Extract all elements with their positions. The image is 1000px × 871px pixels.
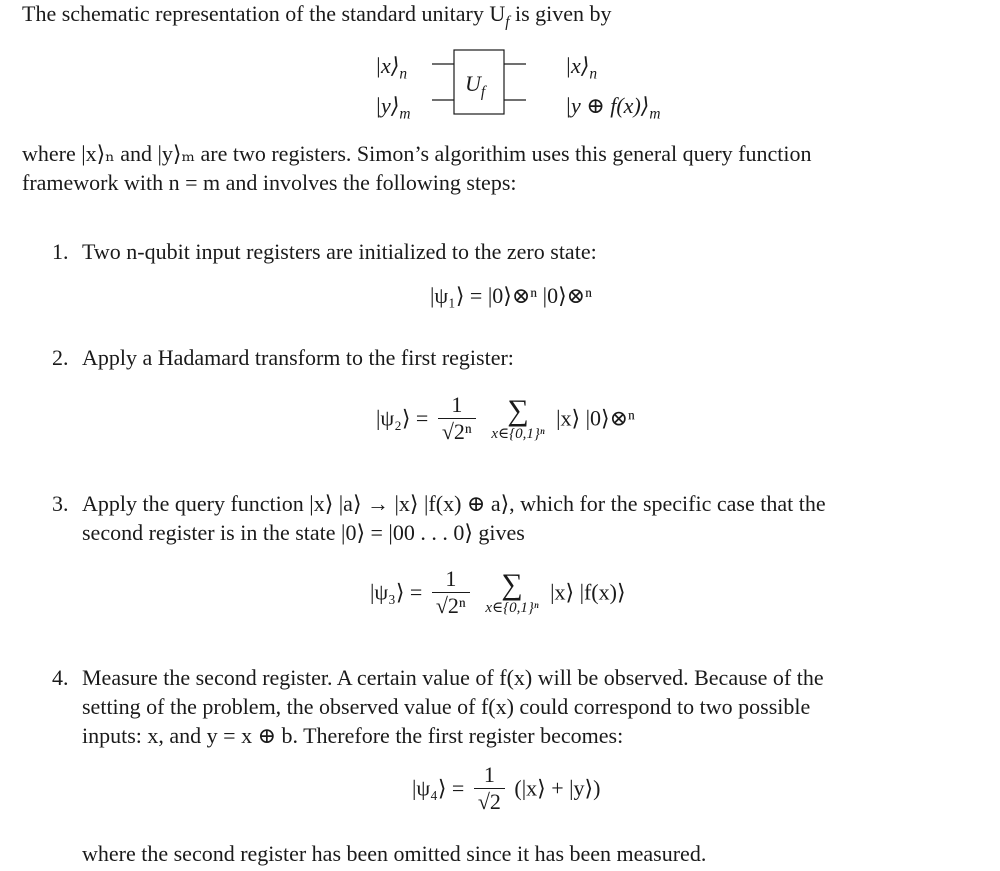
step-4-number: 4. <box>52 665 69 690</box>
step-4-equation <box>412 762 600 815</box>
step-3-number: 3. <box>52 491 69 516</box>
step-3-text-1: Apply the query function |x⟩ |a⟩ → |x⟩ |f(x) ⊕ a⟩, which for the specific case that the <box>82 491 826 516</box>
step-4-text-4: where the second register has been omitted since it has been measured. <box>82 841 707 866</box>
where-line-1: where |x⟩ₙ and |y⟩ₘ are two registers. Simon’s algorithim uses this general query function <box>22 141 812 166</box>
step-3-equation <box>370 566 626 619</box>
step-2-text: Apply a Hadamard transform to the first register: <box>82 345 514 370</box>
step-2-lhs: |ψ₂⟩ = <box>376 405 429 431</box>
step-2-sum-index: x∈{0,1}ⁿ <box>491 425 545 442</box>
step-3-numerator: 1 <box>432 566 470 593</box>
step-4-text-3: inputs: x, and y = x ⊕ b. Therefore the first register becomes: <box>82 723 624 748</box>
intro-text: The schematic representation of the standard unitary U <box>22 1 506 26</box>
sum-symbol: ∑ <box>507 393 529 427</box>
step-4-text-2: setting of the problem, the observed value of f(x) could correspond to two possible <box>82 694 811 719</box>
step-2-fraction <box>438 392 476 445</box>
step-3-text-2: second register is in the state |0⟩ = |00 . . . 0⟩ gives <box>82 520 525 545</box>
step-3-sum <box>485 567 539 616</box>
step-3-rhs: |x⟩ |f(x)⟩ <box>550 579 626 605</box>
step-1-equation: |ψ₁⟩ = |0⟩⊗ⁿ |0⟩⊗ⁿ <box>430 283 593 308</box>
intro-text-end: is given by <box>509 1 612 26</box>
circuit-out-top: $|x⟩_n$ <box>565 53 598 83</box>
step-3-denominator: √2ⁿ <box>435 593 466 618</box>
step-2-number: 2. <box>52 345 69 370</box>
step-4-fraction <box>474 762 505 815</box>
step-4-numerator: 1 <box>474 762 505 789</box>
where-line-2: framework with n = m and involves the following steps: <box>22 170 517 195</box>
circuit-out-bottom: |y ⊕ $f(x)⟩_m$ <box>565 93 661 123</box>
gate-label: $U_f$ <box>465 71 486 101</box>
intro-sub: f <box>505 13 510 31</box>
step-3-lhs: |ψ₃⟩ = <box>370 579 423 605</box>
step-4-lhs: |ψ₄⟩ = <box>412 775 465 801</box>
circuit-in-top: $|x⟩_n$ <box>375 53 408 83</box>
step-2-denominator: √2ⁿ <box>441 419 472 444</box>
step-2-rhs: |x⟩ |0⟩⊗ⁿ <box>556 405 635 431</box>
step-4-text-1: Measure the second register. A certain value of f(x) will be observed. Because of the <box>82 665 824 690</box>
sum-symbol: ∑ <box>501 567 523 601</box>
step-4-denominator: √2 <box>477 789 501 814</box>
circuit-diagram <box>0 40 1000 140</box>
step-3-sum-index: x∈{0,1}ⁿ <box>485 599 539 616</box>
step-4-rhs: (|x⟩ + |y⟩) <box>514 775 601 801</box>
step-3-fraction <box>432 566 470 619</box>
step-1-number: 1. <box>52 239 69 264</box>
intro-line <box>22 0 612 31</box>
step-2-equation <box>376 392 635 445</box>
step-1-text: Two n-qubit input registers are initialized to the zero state: <box>82 239 597 264</box>
step-2-sum <box>491 393 545 442</box>
circuit-in-bottom: $|y⟩_m$ <box>375 93 411 123</box>
step-2-numerator: 1 <box>438 392 476 419</box>
